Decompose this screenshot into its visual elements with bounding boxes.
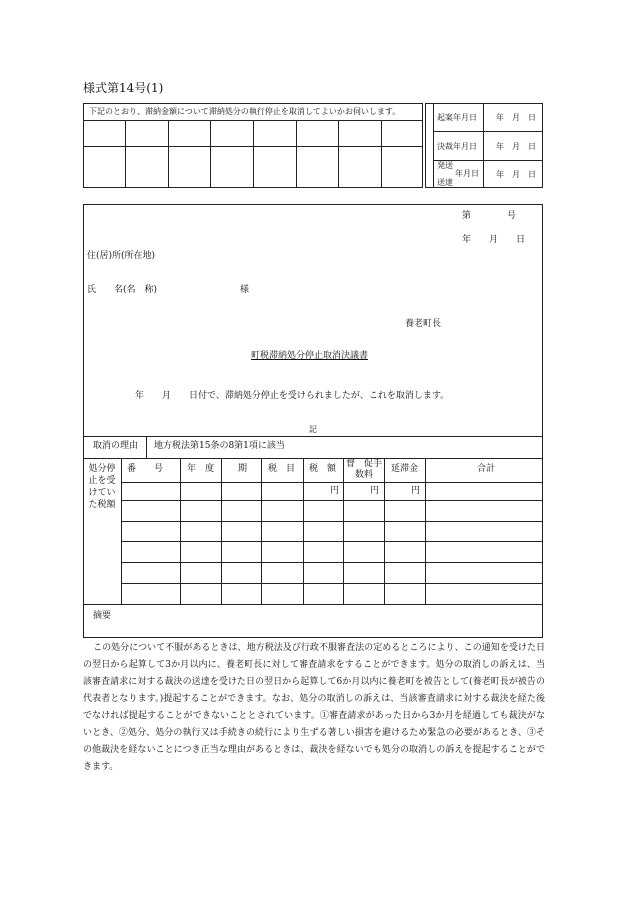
yen-unit-tax: 円 [330,486,340,496]
drafted-date-value: 年 月 日 [496,113,536,122]
reason-value: 地方税法第15条の8第1項に該当 [154,441,285,451]
sent-label-top: 発送 [437,161,453,170]
document-title: 町税滞納処分停止取消決議書 [251,351,369,361]
tax-table-side-label: 処分停止を受けていた税額 [88,464,116,510]
appeal-notice-text: この処分について不服があるときは、地方税法及び行政不服審査法の定めるところにより、この通知を受けた日の翌日から起算して3か月以内に、養老町長に対して審査請求をすることができます。処分の取消しの訴えは、当該審査請求に対する裁決の送達を受けた日の翌日から起算して6か月以内に養老町を被告として(養老町長が被告の代表者となります。)提起することができます。なお、処分の取消しの訴えは、当該審査請求に対する裁決を経た後でなければ提起することができないこととされています。①審査請求があった日から3か月を経過しても裁決がないとき、②処分、処分の執行又は手続きの続行により生ずる著しい損害を避けるため緊急の必要があるとき、③その他裁決を経ないことにつき正当な理由があるときは、裁決を経ないでも処分の取消しの訴えを提起することができます。 [83,643,545,772]
name-label: 氏 名(名 称) [87,285,158,295]
col-number: 番 号 [127,464,164,474]
approved-date-label: 決裁年月日 [437,142,477,151]
top-instruction: 下記のとおり、滞納金額について滞納処分の執行停止を取消してよいかお伺いします。 [89,107,401,116]
main-form-box [83,204,543,638]
col-total: 合計 [477,464,496,474]
col-tax-item: 税 目 [268,464,296,474]
drafted-date-label: 起案年月日 [437,113,477,122]
col-tax-amount: 税 額 [309,464,337,474]
sent-date-value: 年 月 日 [496,170,536,179]
yen-unit-fee: 円 [370,486,380,496]
col-period: 期 [238,464,248,474]
honorific-sama: 様 [240,285,250,295]
sent-label-mid: 年月日 [455,169,479,178]
approved-date-value: 年 月 日 [496,142,536,151]
document-date: 年 月 日 [462,235,526,245]
form-number: 様式第14号(1) [83,81,164,95]
reason-label: 取消の理由 [93,441,139,451]
yen-unit-late: 円 [411,486,421,496]
appeal-notice [83,640,545,776]
issuer: 養老町長 [405,319,442,329]
document-number: 第 号 [462,211,517,221]
body-text: 年 月 日付で、滞納処分停止を受けられましたが、これを取消します。 [135,391,450,401]
col-late-fee: 延滞金 [391,464,419,474]
address-label: 住(居)所(所在地) [87,251,156,261]
sent-label-bottom: 送達 [437,178,453,187]
col-year: 年 度 [187,464,215,474]
ki-label: 記 [309,425,317,434]
col-reminder-fee: 督 促手数料 [345,459,382,480]
summary-label: 摘要 [93,611,112,621]
